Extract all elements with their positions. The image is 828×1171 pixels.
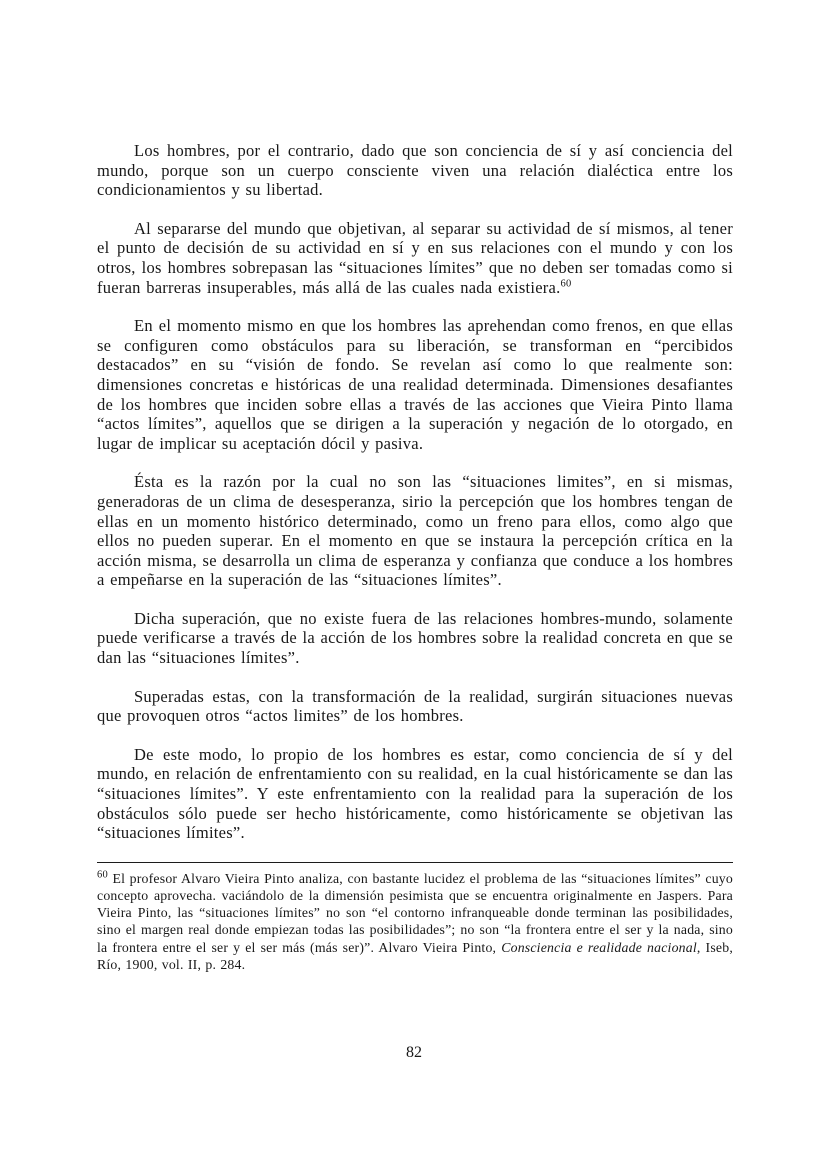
paragraph-2	[97, 219, 733, 297]
paragraph-2-text: Al separarse del mundo que objetivan, al separar su actividad de sí mismos, al tener el punto de decisión de su actividad en sí y en sus relaciones con el mundo y con los otros, los hombres sobrepasan las “situaciones límites” que no deben ser tomadas como si fueran barreras insuperables, más allá de las cuales nada existiera.	[97, 218, 733, 297]
page-body	[97, 141, 733, 973]
footnote-text-cont: , Iseb, Río, 1900, vol. II, p. 284.	[97, 939, 733, 972]
paragraph-1	[97, 141, 733, 200]
paragraph-5-text: Dicha superación, que no existe fuera de las relaciones hombres-mundo, solamente puede verificarse a través de la acción de los hombres sobre la realidad concreta en que se dan las “situaciones límites”.	[97, 608, 733, 668]
paragraph-4-text: Ésta es la razón por la cual no son las “situaciones limites”, en si mismas, generadoras de un clima de desesperanza, sirio la percepción que los hombres tengan de ellas en un momento histórico determinado, como un freno para ellos, como algo que ellos no pueden superar. En el momento en que se instaura la percepción crítica en la acción misma, se desarrolla un clima de esperanza y confianza que conduce a los hombres a empeñarse en la superación de las “situaciones límites”.	[97, 472, 733, 590]
footnote-text: El profesor Alvaro Vieira Pinto analiza, con bastante lucidez el problema de las “situaciones límites” cuyo concepto aprovecha. vaciándolo de la dimensión pesimista que se encuentra originalmente en Jaspers. Para Vieira Pinto, las “situaciones límites” no son “el contorno infranqueable donde terminan las posibilidades, sino el margen real donde empiezan todas las posibilidades”; no son “la frontera entre el ser y la nada, sino la frontera entre el ser y el ser más (más ser)”. Alvaro Vieira Pinto,	[97, 870, 733, 955]
paragraph-7	[97, 745, 733, 843]
footnote-separator	[97, 862, 733, 863]
page-number: 82	[406, 1044, 422, 1061]
footnote-marker: 60	[97, 869, 108, 881]
paragraph-5	[97, 609, 733, 668]
paragraph-3	[97, 316, 733, 453]
footnote	[97, 870, 733, 973]
footnote-ref-60: 60	[560, 278, 572, 290]
paragraph-3-text: En el momento mismo en que los hombres las aprehendan como frenos, en que ellas se configuren como obstáculos para su liberación, se transforman en “percibidos destacados” en su “visión de fondo. Se revelan así como lo que realmente son: dimensiones concretas e históricas de una realidad determinada. Dimensiones desafiantes de los hombres que inciden sobre ellas a través de las acciones que Vieira Pinto llama “actos límites”, aquellos que se dirigen a la superación y negación de lo otorgado, en lugar de implicar su aceptación dócil y pasiva.	[97, 316, 733, 453]
paragraph-7-text: De este modo, lo propio de los hombres es estar, como conciencia de sí y del mundo, en relación de enfrentamiento con su realidad, en la cual históricamente se dan las “situaciones límites”. Y este enfrentamiento con la realidad para la superación de los obstáculos sólo puede ser hecho históricamente, como históricamente se objetivan las “situaciones límites”.	[97, 744, 733, 843]
paragraph-6	[97, 687, 733, 726]
paragraph-1-text: Los hombres, por el contrario, dado que son conciencia de sí y así conciencia del mundo, porque son un cuerpo consciente viven una relación dialéctica entre los condicionamientos y su libertad.	[97, 141, 733, 200]
paragraph-4	[97, 472, 733, 590]
footnote-italic-title: Consciencia e realidade nacional	[501, 939, 697, 955]
paragraph-6-text: Superadas estas, con la transformación de la realidad, surgirán situaciones nuevas que provoquen otros “actos limites” de los hombres.	[97, 686, 733, 726]
